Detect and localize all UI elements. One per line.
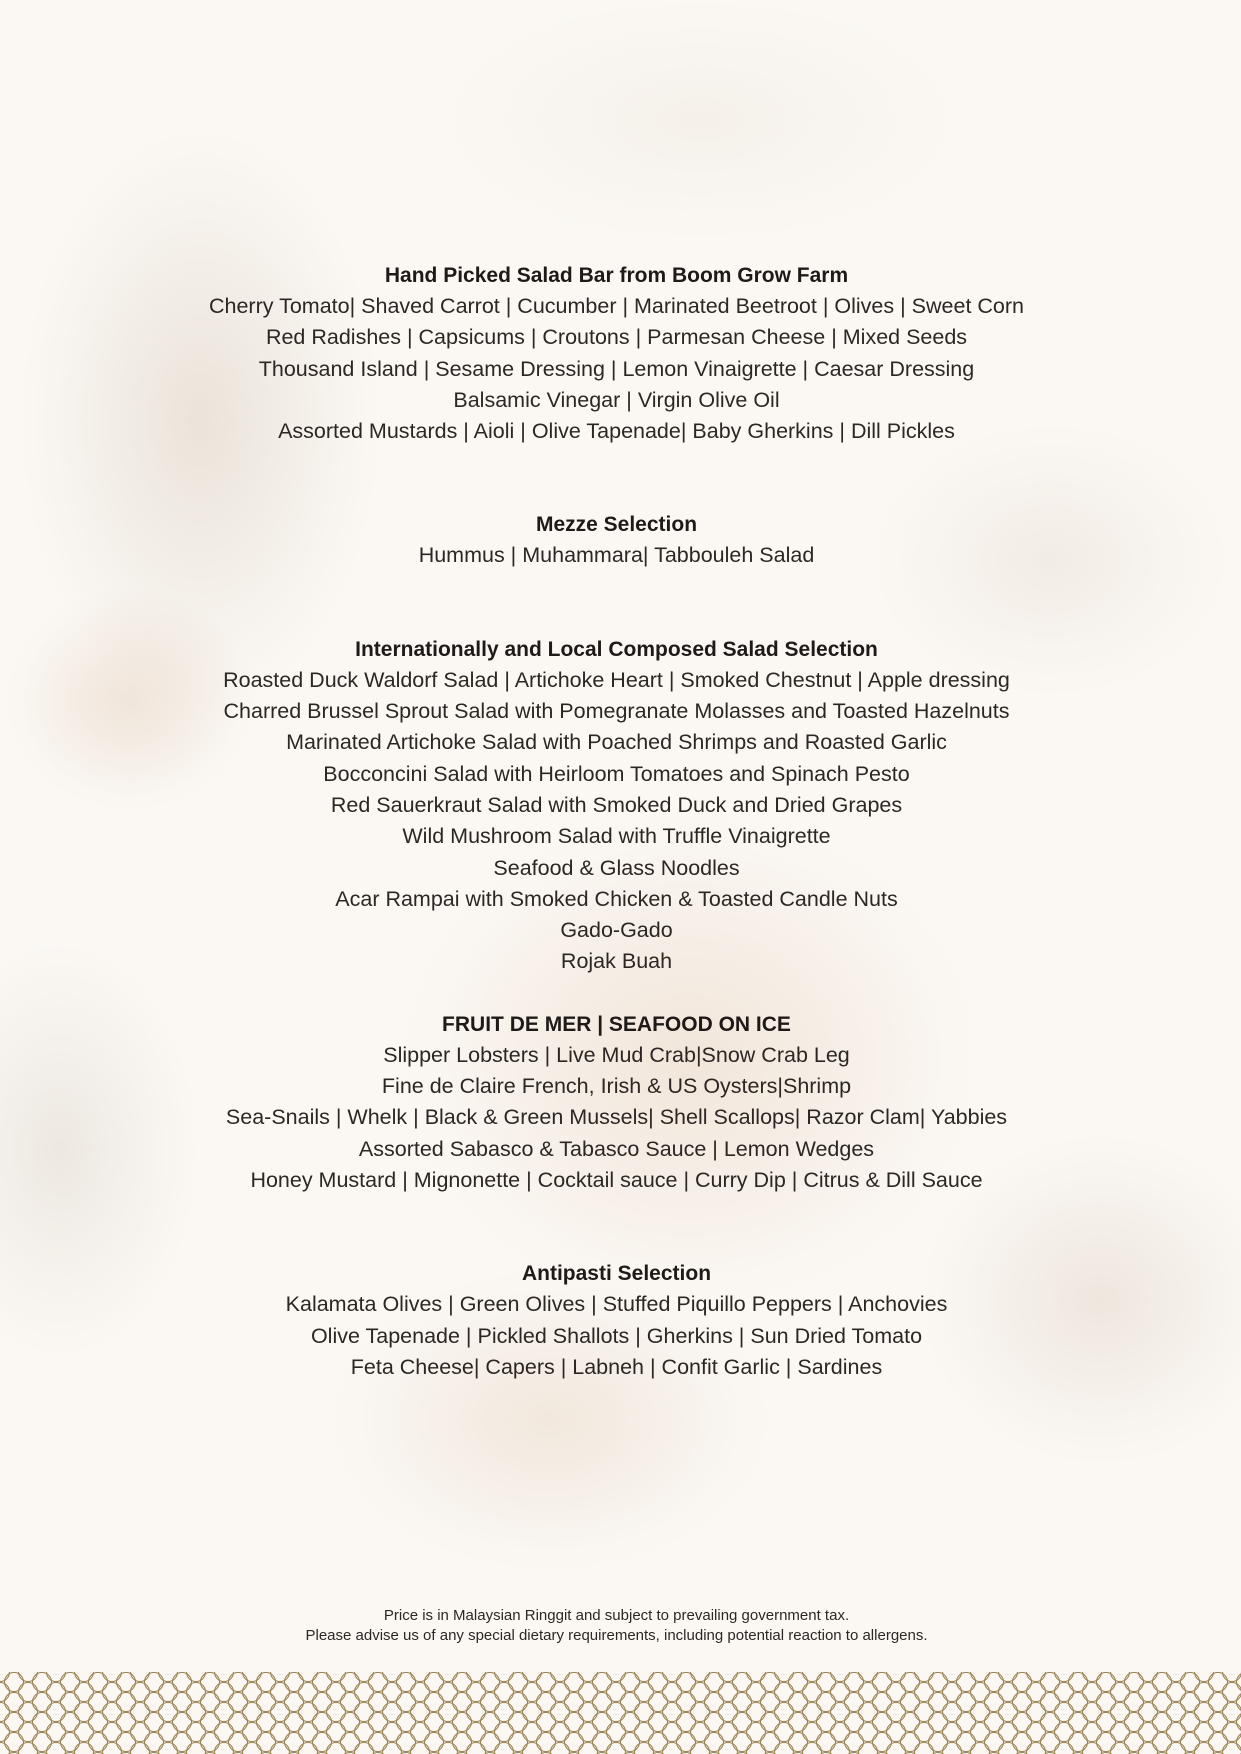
dietary-notice: Please advise us of any special dietary requirements, including potential reaction to allergens. [305, 1627, 928, 1644]
menu-item: Kalamata Olives | Green Olives | Stuffed Piquillo Peppers | Anchovies [285, 1292, 948, 1317]
menu-item: Roasted Duck Waldorf Salad | Artichoke Heart | Smoked Chestnut | Apple dressing [223, 667, 1010, 692]
section-title: Hand Picked Salad Bar from Boom Grow Farm [384, 264, 849, 287]
menu-item: Olive Tapenade | Pickled Shallots | Gherkins | Sun Dried Tomato [310, 1323, 923, 1348]
menu-content [0, 260, 1233, 1445]
menu-item: Red Sauerkraut Salad with Smoked Duck and Dried Grapes [330, 792, 903, 817]
menu-item: Seafood & Glass Noodles [493, 855, 740, 880]
menu-item: Thousand Island | Sesame Dressing | Lemon Vinaigrette | Caesar Dressing [258, 356, 975, 381]
menu-item: Honey Mustard | Mignonette | Cocktail sauce | Curry Dip | Citrus & Dill Sauce [250, 1167, 983, 1192]
menu-item: Marinated Artichoke Salad with Poached Shrimps and Roasted Garlic [286, 730, 947, 755]
section-title: Mezze Selection [535, 513, 698, 537]
section-title: Antipasti Selection [521, 1262, 712, 1286]
decorative-lattice-border [0, 1672, 1241, 1754]
menu-item: Cherry Tomato| Shaved Carrot | Cucumber | Marinated Beetroot | Olives | Sweet Corn [208, 294, 1024, 318]
menu-item: Gado-Gado [560, 918, 673, 943]
menu-item: Slipper Lobsters | Live Mud Crab|Snow Crab Leg [383, 1042, 850, 1067]
menu-item: Fine de Claire French, Irish & US Oysters|Shrimp [381, 1074, 852, 1099]
section-title: Internationally and Local Composed Salad Selection [355, 637, 878, 661]
menu-item: Hummus | Muhammara| Tabbouleh Salad [418, 543, 815, 568]
section-title: FRUIT DE MER | SEAFOOD ON ICE [442, 1012, 791, 1036]
section-antipasti [0, 1258, 1233, 1383]
menu-item: Wild Mushroom Salad with Truffle Vinaigrette [402, 824, 831, 849]
menu-item: Assorted Mustards | Aioli | Olive Tapenade| Baby Gherkins | Dill Pickles [278, 419, 955, 444]
section-composed-salad [0, 634, 1233, 978]
footer-notice [0, 1606, 1233, 1646]
menu-item: Sea-Snails | Whelk | Black & Green Mussels| Shell Scallops| Razor Clam| Yabbies [225, 1105, 1008, 1130]
menu-item: Rojak Buah [560, 949, 673, 974]
section-salad-bar [0, 260, 1233, 447]
price-notice: Price is in Malaysian Ringgit and subject to prevailing government tax. [383, 1607, 850, 1624]
menu-item: Balsamic Vinegar | Virgin Olive Oil [453, 387, 780, 412]
menu-item: Red Radishes | Capsicums | Croutons | Parmesan Cheese | Mixed Seeds [265, 325, 968, 350]
menu-item: Assorted Sabasco & Tabasco Sauce | Lemon Wedges [358, 1136, 875, 1161]
section-seafood-on-ice [0, 1009, 1233, 1196]
section-mezze [0, 509, 1233, 571]
menu-item: Bocconcini Salad with Heirloom Tomatoes and Spinach Pesto [323, 761, 910, 786]
menu-item: Charred Brussel Sprout Salad with Pomegranate Molasses and Toasted Hazelnuts [223, 699, 1010, 724]
menu-item: Feta Cheese| Capers | Labneh | Confit Garlic | Sardines [350, 1354, 883, 1379]
menu-item: Acar Rampai with Smoked Chicken & Toasted Candle Nuts [335, 886, 898, 911]
